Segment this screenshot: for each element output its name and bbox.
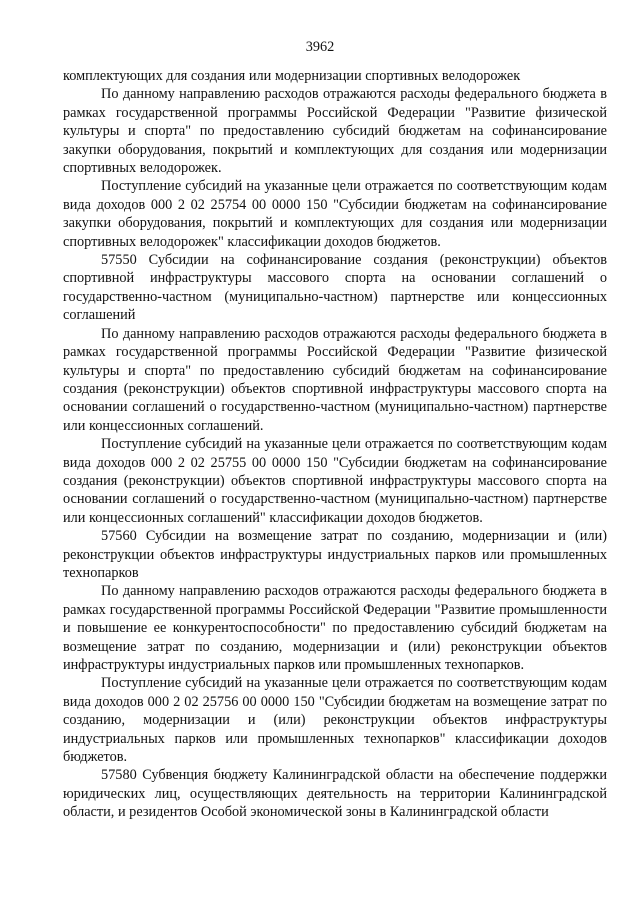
paragraph: Поступление субсидий на указанные цели отражается по соответствующим кодам вида доходов 000 2 02 25754 00 0000 150 "Субсидии бюджетам на софинансирование закупки оборудования, покрытий и комплектующих для создания или модернизации спортивных велодорожек" классификации доходов бюджетов.: [63, 178, 607, 250]
page-number: 3962: [305, 39, 335, 55]
paragraph: По данному направлению расходов отражаются расходы федерального бюджета в рамках государственной программы Российской Федерации "Развитие физической культуры и спорта" по предоставлению субсидий бюджетам на софинансирование закупки оборудования, покрытий и комплектующих для создания или модернизации спортивных велодорожек.: [63, 86, 607, 177]
paragraph: Поступление субсидий на указанные цели отражается по соответствующим кодам вида доходов 000 2 02 25755 00 0000 150 "Субсидии бюджетам на софинансирование создания (реконструкции) объектов спортивной инфраструктуры массового спорта на основании соглашений о государственно-частном (муниципально-частном) партнерстве или концессионных соглашений" классификации доходов бюджетов.: [63, 436, 607, 526]
section-heading-57560: 57560 Субсидии на возмещение затрат по созданию, модернизации и (или) реконструкции объектов инфраструктуры индустриальных парков или промышленных технопарков: [63, 528, 607, 581]
section-heading-57580: 57580 Субвенция бюджету Калининградской области на обеспечение поддержки юридических лиц, осуществляющих деятельность на территории Калининградской области, и резидентов Особой экономической зоны в Калининградской области: [63, 767, 607, 821]
section-heading-57550: 57550 Субсидии на софинансирование создания (реконструкции) объектов спортивной инфраструктуры массового спорта на основании соглашений о государственно-частном (муниципально-частном) партнерстве или концессионных соглашений: [63, 252, 607, 324]
paragraph: По данному направлению расходов отражаются расходы федерального бюджета в рамках государственной программы Российской Федерации "Развитие промышленности и повышение ее конкурентоспособности" по предоставлению субсидий бюджетам на возмещение затрат по созданию, модернизации и (или) реконструкции объектов инфраструктуры индустриальных парков или промышленных технопарков.: [63, 583, 607, 673]
paragraph-continuation: комплектующих для создания или модернизации спортивных велодорожек: [63, 68, 521, 84]
paragraph: Поступление субсидий на указанные цели отражается по соответствующим кодам вида доходов 000 2 02 25756 00 0000 150 "Субсидии бюджетам на возмещение затрат по созданию, модернизации и (или) реконструкции объектов инфраструктуры индустриальных парков или промышленных технопарков" классификации доходов бюджетов.: [63, 675, 607, 766]
document-body: [63, 67, 607, 822]
paragraph: По данному направлению расходов отражаются расходы федерального бюджета в рамках государственной программы Российской Федерации "Развитие физической культуры и спорта" по предоставлению субсидий бюджетам на софинансирование создания (реконструкции) объектов спортивной инфраструктуры массового спорта на основании соглашений о государственно-частном (муниципально-частном) партнерстве или концессионных соглашений.: [63, 325, 607, 434]
